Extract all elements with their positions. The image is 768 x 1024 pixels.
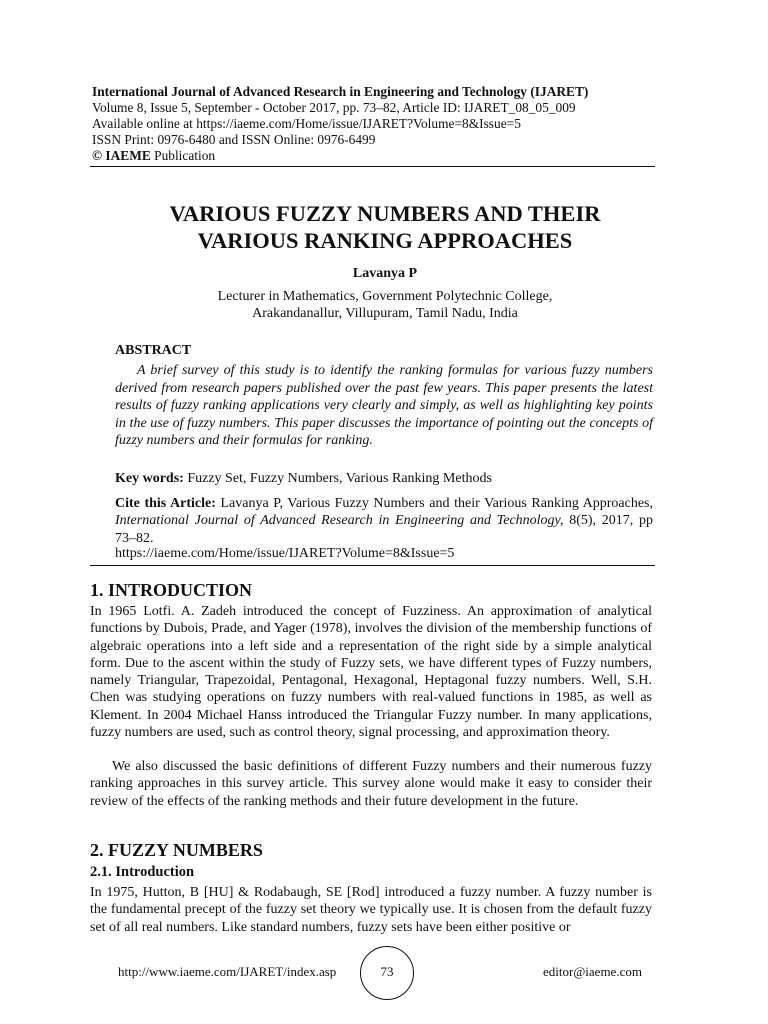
journal-title: International Journal of Advanced Research in Engineering and Technology (IJARET) <box>92 84 589 99</box>
copyright-symbol: © <box>92 148 103 163</box>
subsection-heading-introduction: 2.1. Introduction <box>90 864 195 880</box>
affiliation-line2: Arakandanallur, Villupuram, Tamil Nadu, India <box>252 306 518 321</box>
journal-header <box>92 84 652 164</box>
paper-title <box>90 200 680 254</box>
footer-url-link[interactable]: http://www.iaeme.com/IJARET/index.asp <box>118 964 337 979</box>
page-number: 73 <box>380 964 394 979</box>
cite-url-link[interactable]: https://iaeme.com/Home/issue/IJARET?Volume=8&Issue=5 <box>115 546 455 561</box>
cite-journal: International Journal of Advanced Research in Engineering and Technology, <box>115 513 564 529</box>
cite-label: Cite this Article: <box>115 496 216 511</box>
abstract-rule <box>90 565 655 566</box>
header-rule <box>90 166 655 167</box>
publisher-suffix: Publication <box>154 148 216 163</box>
abstract-text: A brief survey of this study is to identify the ranking formulas for various fuzzy numbers derived from research papers published over the past few years. This paper presents the latest results of fuzzy ranking applications very clearly and simply, as well as highlighting key points in the use of fuzzy numbers. This paper discusses the importance of pointing out the concepts of fuzzy numbers and their formulas for ranking. <box>115 363 653 449</box>
abstract-heading: ABSTRACT <box>115 343 192 358</box>
cite-tail: 8(5), 2017, pp 73–82. <box>115 513 654 546</box>
author-name: Lavanya P <box>352 266 418 281</box>
paper-title-line1: VARIOUS FUZZY NUMBERS AND THEIR <box>169 201 601 226</box>
section-heading-introduction: 1. INTRODUCTION <box>90 580 253 600</box>
volume-line: Volume 8, Issue 5, September - October 2017, pp. 73–82, Article ID: IJARET_08_05_009 <box>92 100 576 115</box>
keywords-label: Key words: <box>115 471 184 486</box>
cite-text: Lavanya P, Various Fuzzy Numbers and their Various Ranking Approaches, <box>220 496 654 511</box>
paper-title-line2: VARIOUS RANKING APPROACHES <box>197 228 573 253</box>
fuzzy-numbers-paragraph-1: In 1975, Hutton, B [HU] & Rodabaugh, SE [Rod] introduced a fuzzy number. A fuzzy number is the fundamental precept of the fuzzy set theory we typically use. It is chosen from the default fuzzy set of all real numbers. Like standard numbers, fuzzy sets have been either positive or <box>90 885 652 935</box>
available-online-line: Available online at https://iaeme.com/Home/issue/IJARET?Volume=8&Issue=5 <box>92 116 521 131</box>
author-affiliation <box>90 288 680 322</box>
footer-email-link[interactable]: editor@iaeme.com <box>543 964 642 979</box>
affiliation-line1: Lecturer in Mathematics, Government Polytechnic College, <box>217 289 553 304</box>
introduction-paragraph-1: In 1965 Lotfi. A. Zadeh introduced the concept of Fuzziness. An approximation of analytical functions by Dubois, Prade, and Yager (1978), involves the division of the membership functions of algebraic operations into a left side and a representation of the right side by a simple analytical form. Due to the ascent within the study of Fuzzy sets, we have different types of Fuzzy numbers, namely Triangular, Trapezoidal, Pentagonal, Hexagonal, Heptagonal fuzzy numbers. Well, S.H. Chen was studying operations on fuzzy numbers with real-valued functions in 1985, as well as Klement. In 2004 Michael Hanss introduced the Triangular Fuzzy number. In many applications, fuzzy numbers are used, such as control theory, signal processing, and approximation theory. <box>90 604 652 741</box>
keywords-text: Fuzzy Set, Fuzzy Numbers, Various Ranking Methods <box>187 471 492 486</box>
issn-line: ISSN Print: 0976-6480 and ISSN Online: 0976-6499 <box>92 132 376 147</box>
introduction-paragraph-2: We also discussed the basic definitions of different Fuzzy numbers and their numerous fuzzy ranking approaches in this survey article. This survey alone would make it easy to consider their review of the effects of the ranking methods and their future development in the future. <box>90 759 652 809</box>
publisher-name: IAEME <box>105 148 151 163</box>
cite-article <box>115 495 653 547</box>
publisher-line <box>92 148 652 164</box>
section-heading-fuzzy-numbers: 2. FUZZY NUMBERS <box>90 840 263 860</box>
keywords <box>115 471 655 487</box>
